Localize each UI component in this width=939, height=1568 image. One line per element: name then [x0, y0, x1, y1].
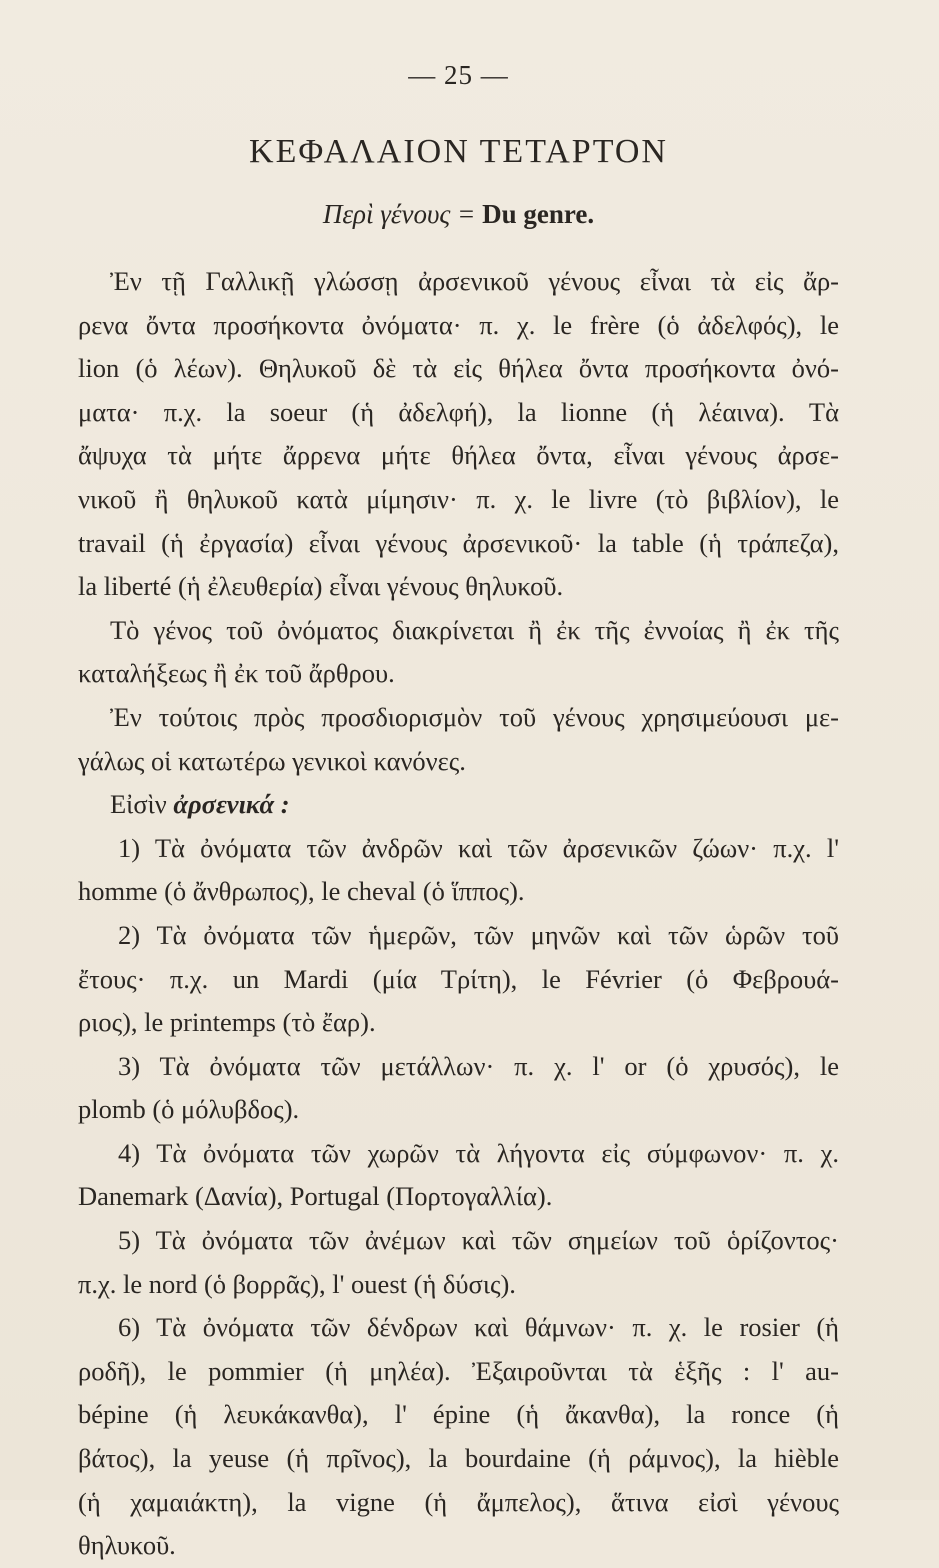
section-title-equals: = [457, 199, 476, 229]
text-line: θηλυκοῦ. [78, 1530, 176, 1561]
rule-item: 4) Τὰ ὀνόματα τῶν χωρῶν τὰ λήγοντα εἰς σύμφωνον· π. χ. [118, 1137, 839, 1168]
text-line: ἔτους· π.χ. un Mardi (μία Τρίτη), le Février (ὁ Φεβρουά- [78, 963, 839, 994]
text-line: ματα· π.χ. la soeur (ἡ ἀδελφή), la lionne (ἡ λέαινα). Τὰ [78, 396, 839, 427]
text-line: (ἡ χαμαιάκτη), la vigne (ἡ ἄμπελος), ἅτινα εἰσὶ γένους [78, 1486, 839, 1517]
rule-item: 5) Τὰ ὀνόματα τῶν ἀνέμων καὶ τῶν σημείων τοῦ ὁρίζοντος· [118, 1225, 839, 1256]
text-line: la liberté (ἡ ἐλευθερία) εἶναι γένους θηλυκοῦ. [78, 571, 564, 602]
text-line: καταλήξεως ἢ ἐκ τοῦ ἄρθρου. [78, 658, 395, 689]
text-line: Danemark (Δανία), Portugal (Πορτογαλλία). [78, 1181, 553, 1212]
masculine-heading-line [78, 783, 839, 827]
text-line: γάλως οἱ κατωτέρω γενικοὶ κανόνες. [78, 745, 466, 776]
text-line: homme (ὁ ἄνθρωπος), le cheval (ὁ ἵππος). [78, 876, 525, 907]
text-line: ροδῆ), le pommier (ἡ μηλέα). Ἐξαιροῦνται τὰ ἑξῆς : l' au- [78, 1355, 839, 1386]
text-line: π.χ. le nord (ὁ βορρᾶς), l' ouest (ἡ δύσις). [78, 1268, 516, 1299]
body-text [78, 260, 839, 1568]
chapter-title: ΚΕΦΑΛΑΙΟΝ ΤΕΤΑΡΤΟΝ [249, 133, 668, 170]
text-line: Εἰσὶν [110, 789, 167, 820]
text-line: Τὸ γένος τοῦ ὀνόματος διακρίνεται ἢ ἐκ τῆς ἐννοίας ἢ ἐκ τῆς [110, 614, 839, 645]
section-title-french: Du genre. [482, 199, 595, 229]
text-line: lion (ὁ λέων). Θηλυκοῦ δὲ τὰ εἰς θήλεα ὄντα προσήκοντα ὀνό- [78, 353, 839, 384]
text-line: ἄψυχα τὰ μήτε ἄρρενα μήτε θήλεα ὄντα, εἶναι γένους ἀρσε- [78, 440, 839, 471]
text-line: plomb (ὁ μόλυβδος). [78, 1094, 300, 1125]
text-line: travail (ἡ ἐργασία) εἶναι γένους ἀρσενικοῦ· la table (ἡ τράπεζα), [78, 527, 839, 558]
text-line: βάτος), la yeuse (ἡ πρῖνος), la bourdaine (ἡ ράμνος), la hièble [78, 1443, 839, 1474]
rule-item: 2) Τὰ ὀνόματα τῶν ἡμερῶν, τῶν μηνῶν καὶ τῶν ὡρῶν τοῦ [118, 919, 839, 950]
text-line: ριος), le printemps (τὸ ἔαρ). [78, 1007, 376, 1038]
text-line: Ἐν τῇ Γαλλικῇ γλώσσῃ ἀρσενικοῦ γένους εἶναι τὰ εἰς ἄρ- [110, 266, 839, 296]
text-line: bépine (ἡ λευκάκανθα), l' épine (ἡ ἄκανθα), la ronce (ἡ [78, 1399, 839, 1430]
text-line: νικοῦ ἢ θηλυκοῦ κατὰ μίμησιν· π. χ. le livre (τὸ βιβλίον), le [78, 483, 839, 514]
text-line: Ἐν τούτοις πρὸς προσδιορισμὸν τοῦ γένους χρησιμεύουσι με- [110, 701, 839, 732]
section-title-greek: Περὶ γένους [322, 199, 451, 229]
page-number: — 25 — [408, 60, 509, 90]
rule-item: 1) Τὰ ὀνόματα τῶν ἀνδρῶν καὶ τῶν ἀρσενικῶν ζώων· π.χ. l' [118, 832, 839, 863]
text-line: ρενα ὄντα προσήκοντα ὀνόματα· π. χ. le frère (ὁ ἀδελφός), le [78, 309, 839, 340]
section-title [78, 199, 839, 230]
rule-item: 3) Τὰ ὀνόματα τῶν μετάλλων· π. χ. l' or (ὁ χρυσός), le [118, 1050, 839, 1081]
rule-item: 6) Τὰ ὀνόματα τῶν δένδρων καὶ θάμνων· π. χ. le rosier (ἡ [118, 1312, 839, 1343]
masculine-heading: ἀρσενικά : [173, 789, 290, 820]
